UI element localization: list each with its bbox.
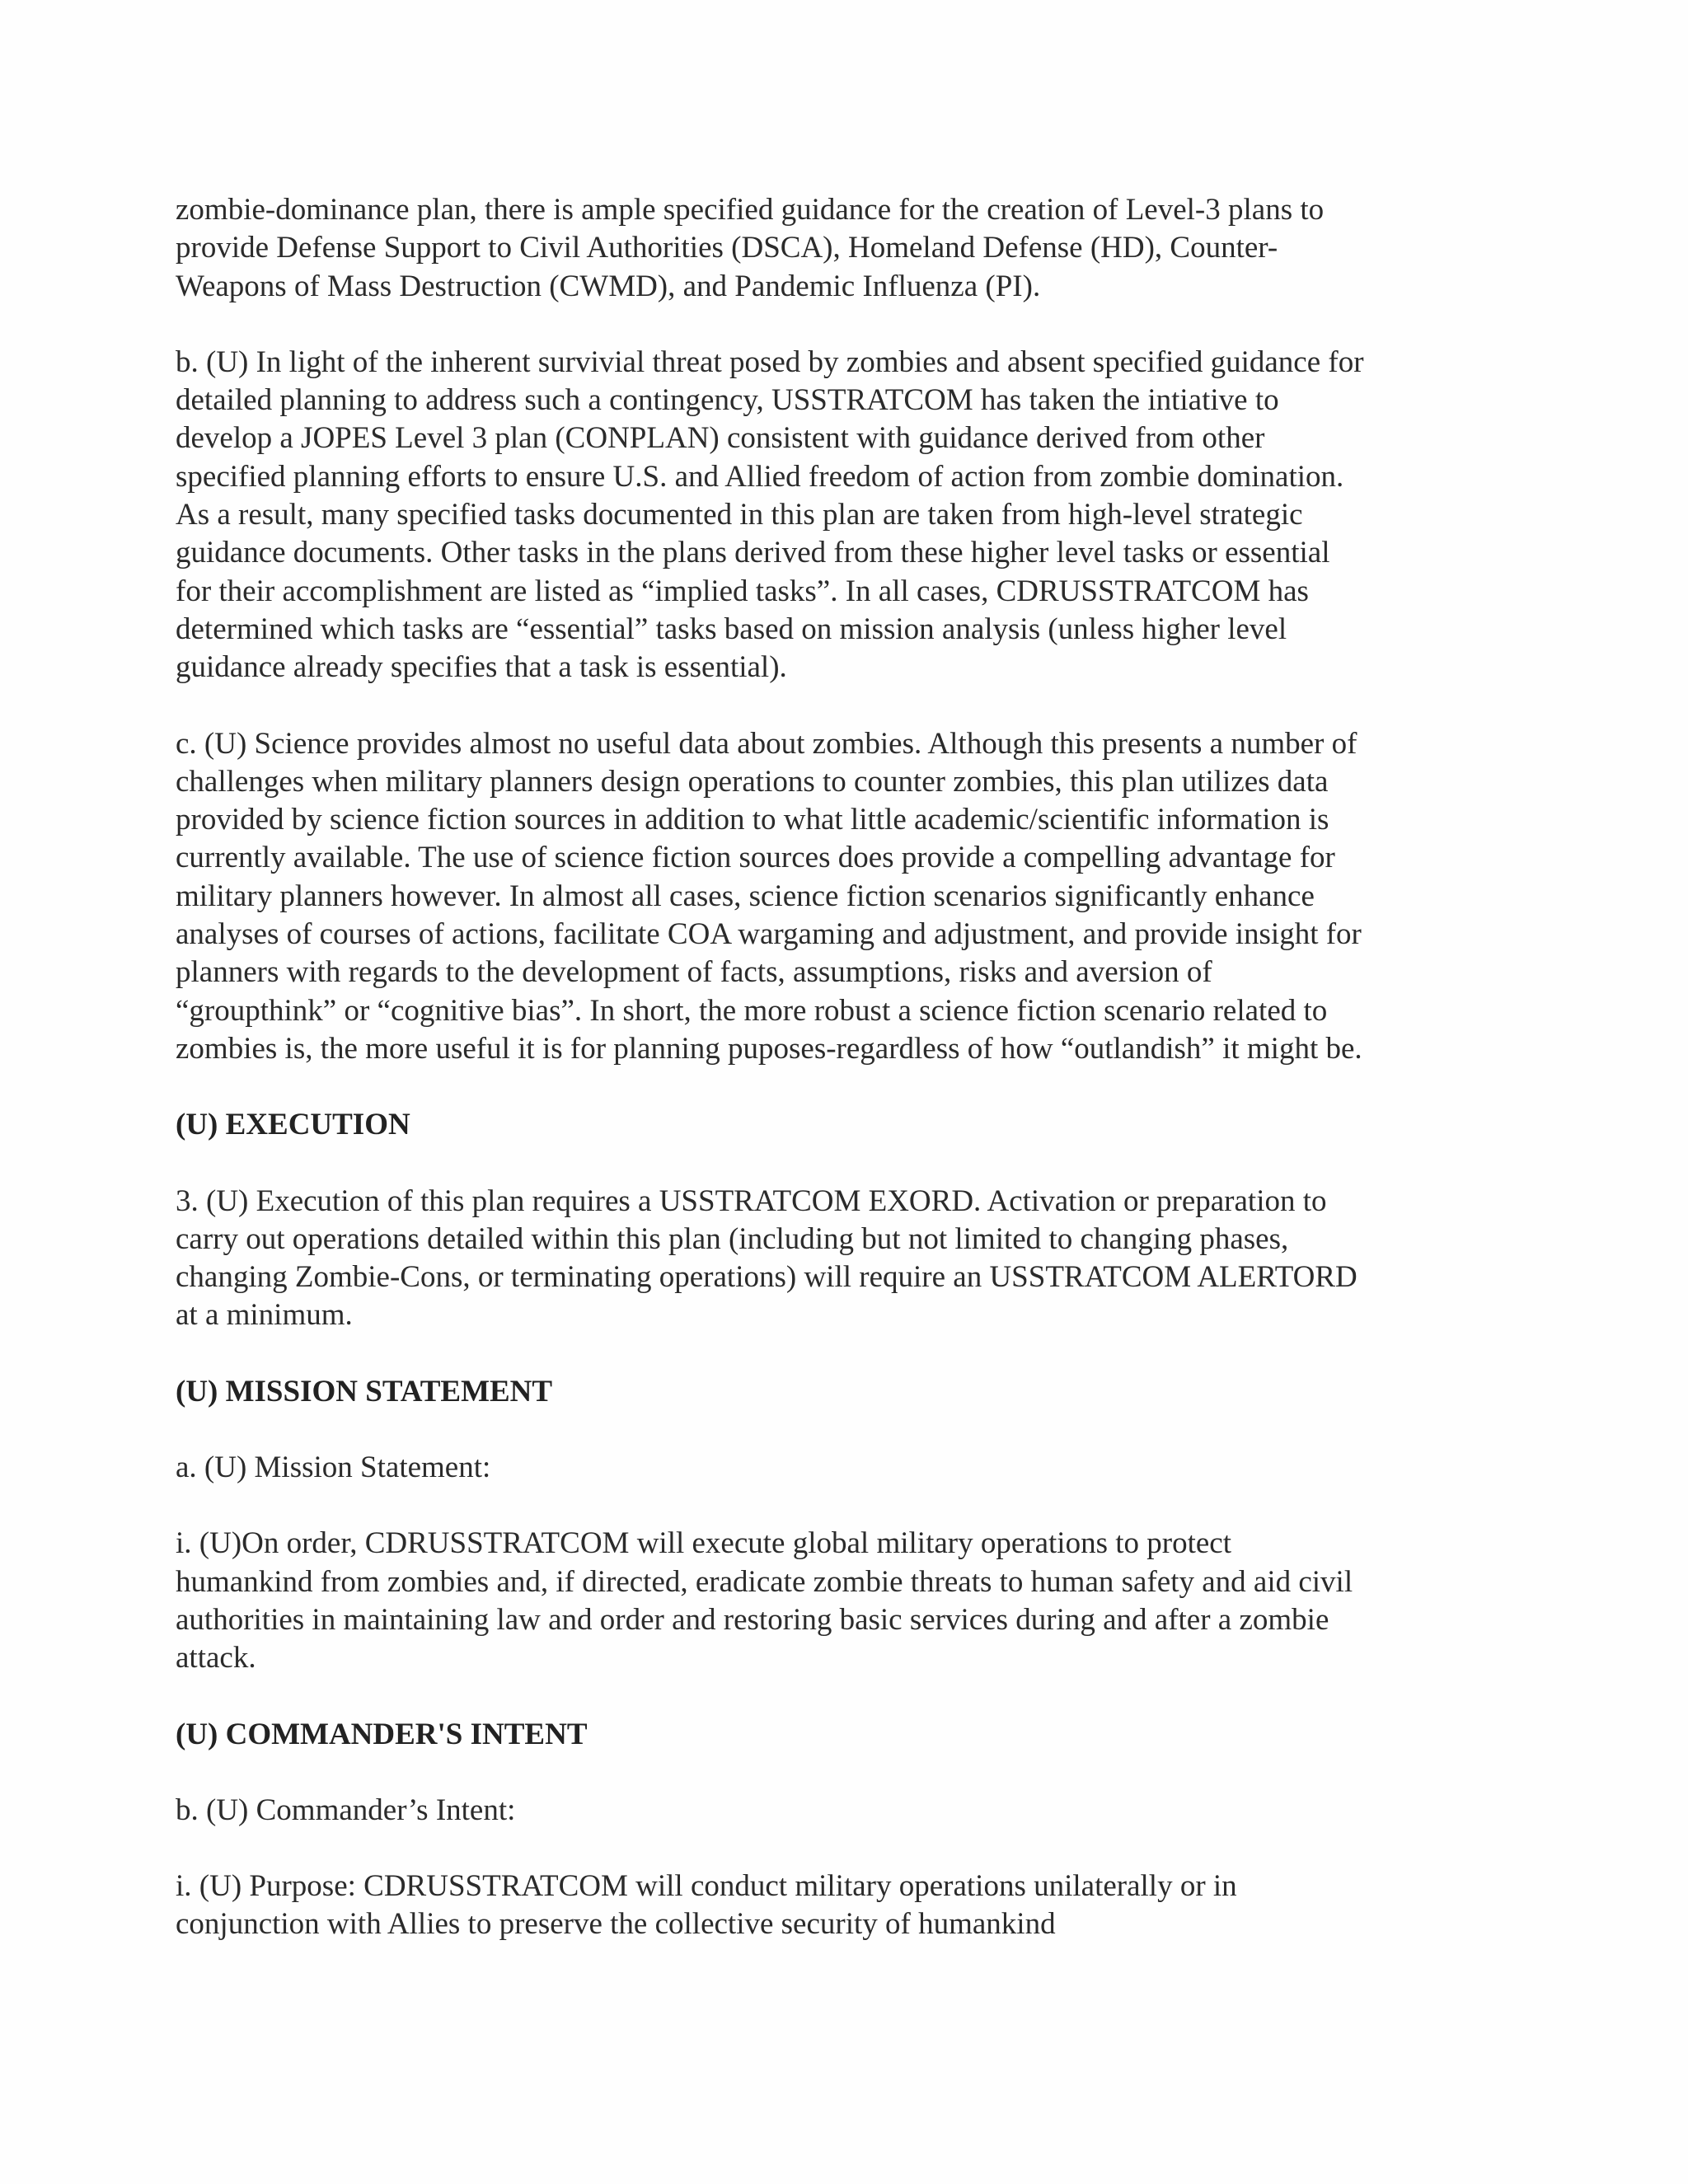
- text-line: zombies is, the more useful it is for planning puposes-regardless of how “outlandish” it might be.: [176, 1031, 1362, 1066]
- text-line: determined which tasks are “essential” tasks based on mission analysis (unless higher level: [176, 612, 1287, 646]
- text-line: provide Defense Support to Civil Authorities (DSCA), Homeland Defense (HD), Counter-: [176, 231, 1278, 265]
- paragraph-b-level3-plan: [176, 344, 1470, 687]
- text-line: planners with regards to the development of facts, assumptions, risks and aversion of: [176, 955, 1212, 990]
- text-line: b. (U) Commander’s Intent:: [176, 1793, 516, 1827]
- paragraph-b-commanders-intent: [176, 1792, 1470, 1830]
- paragraph-dsca-guidance: [176, 191, 1470, 306]
- text-line: 3. (U) Execution of this plan requires a USSTRATCOM EXORD. Activation or preparation to: [176, 1183, 1327, 1218]
- text-line: analyses of courses of actions, facilitate COA wargaming and adjustment, and provide insight for: [176, 917, 1362, 952]
- text-line: detailed planning to address such a contingency, USSTRATCOM has taken the intiative to: [176, 383, 1279, 418]
- text-line: i. (U) Purpose: CDRUSSTRATCOM will conduct military operations unilaterally or in: [176, 1869, 1237, 1904]
- section-heading-commanders-intent: (U) COMMANDER'S INTENT: [176, 1717, 588, 1751]
- paragraph-i-on-order: [176, 1525, 1470, 1677]
- text-line: b. (U) In light of the inherent survivial threat posed by zombies and absent specified guidance for: [176, 344, 1364, 379]
- text-line: zombie-dominance plan, there is ample specified guidance for the creation of Level-3 plans to: [176, 193, 1325, 227]
- text-line: military planners however. In almost all cases, science fiction scenarios significantly enhance: [176, 879, 1315, 913]
- text-line: for their accomplishment are listed as “implied tasks”. In all cases, CDRUSSTRATCOM has: [176, 574, 1309, 608]
- text-line: changing Zombie-Cons, or terminating operations) will require an USSTRATCOM ALERTORD: [176, 1260, 1357, 1295]
- text-line: carry out operations detailed within this plan (including but not limited to changing phases,: [176, 1221, 1289, 1256]
- text-line: authorities in maintaining law and order and restoring basic services during and after a zombie: [176, 1602, 1329, 1637]
- section-heading-execution: (U) EXECUTION: [176, 1108, 410, 1142]
- text-line: provided by science fiction sources in addition to what little academic/scientific information is: [176, 803, 1329, 837]
- text-line: c. (U) Science provides almost no useful data about zombies. Although this presents a number of: [176, 726, 1357, 761]
- text-line: i. (U)On order, CDRUSSTRATCOM will execute global military operations to protect: [176, 1526, 1231, 1561]
- paragraph-a-mission-statement: [176, 1449, 1470, 1487]
- text-line: attack.: [176, 1641, 256, 1675]
- text-line: at a minimum.: [176, 1298, 353, 1333]
- paragraph-c-science-fiction: [176, 725, 1470, 1069]
- paragraph-i-purpose: [176, 1868, 1470, 1944]
- text-line: Weapons of Mass Destruction (CWMD), and Pandemic Influenza (PI).: [176, 269, 1041, 303]
- text-line: challenges when military planners design operations to counter zombies, this plan utilizes data: [176, 764, 1329, 799]
- text-line: specified planning efforts to ensure U.S. and Allied freedom of action from zombie domination.: [176, 459, 1344, 494]
- text-line: conjunction with Allies to preserve the collective security of humankind: [176, 1907, 1056, 1942]
- text-line: As a result, many specified tasks documented in this plan are taken from high-level strategic: [176, 498, 1303, 532]
- section-heading-mission-statement: (U) MISSION STATEMENT: [176, 1374, 553, 1408]
- text-line: guidance already specifies that a task is essential).: [176, 650, 787, 685]
- document-body: [176, 191, 1470, 1982]
- text-line: “groupthink” or “cognitive bias”. In short, the more robust a science fiction scenario related to: [176, 993, 1328, 1028]
- text-line: develop a JOPES Level 3 plan (CONPLAN) consistent with guidance derived from other: [176, 421, 1265, 456]
- text-line: a. (U) Mission Statement:: [176, 1451, 491, 1485]
- text-line: guidance documents. Other tasks in the plans derived from these higher level tasks or essential: [176, 536, 1330, 570]
- text-line: currently available. The use of science fiction sources does provide a compelling advantage for: [176, 841, 1335, 875]
- text-line: humankind from zombies and, if directed, eradicate zombie threats to human safety and aid civil: [176, 1564, 1353, 1599]
- paragraph-3-execution: [176, 1183, 1470, 1335]
